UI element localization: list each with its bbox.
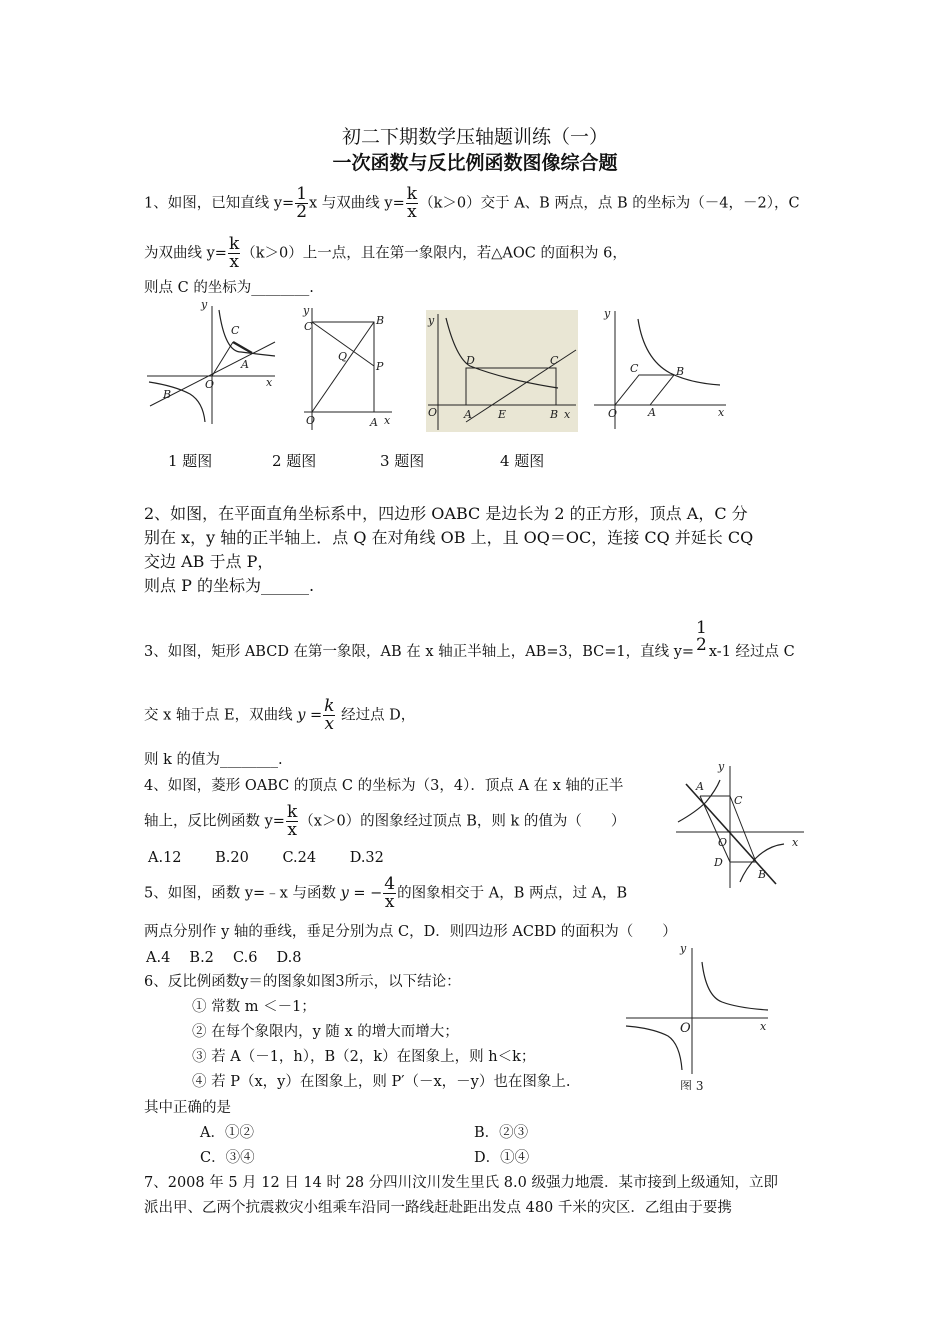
figure-3 (426, 310, 578, 432)
q3-line1: 3、如图，矩形 ABCD 在第一象限，AB 在 x 轴正半轴上，AB=3，BC=1，直线 y= 1 2 x-1 经过点 C (144, 618, 795, 660)
fig3-label-o: O (428, 406, 438, 419)
page-subtitle: 一次函数与反比例函数图像综合题 (332, 152, 618, 174)
q6-choice-b: B．②③ (474, 1125, 529, 1141)
q6-choice-d: D．①④ (474, 1150, 530, 1166)
q2-line3: 交边 AB 于点 P， (144, 552, 274, 571)
fig4-rhombus (615, 375, 674, 405)
fig4-label-c: C (630, 362, 639, 375)
fig4-label-a: A (648, 406, 656, 419)
fig1-label-c: C (231, 324, 240, 337)
fig3-label-y: y (428, 314, 435, 327)
fig3-label-e: E (498, 408, 507, 421)
fig1-label-x: x (266, 376, 273, 389)
q6-item-4: ④ 若 P（x，y）在图象上，则 P′（－x，－y）也在图象上. (192, 1074, 571, 1090)
fig3-label-x: x (564, 408, 571, 421)
q5-line1: 5、如图，函数 y=﹣x 与函数 y = − $\frac{4}{x}$ 的图象相交于 A，B 两点，过 A，B (144, 874, 628, 912)
q3-fraction-k-over-x: $\frac{k}{x}$ (324, 696, 335, 734)
figq6-caption: 图 3 (680, 1079, 704, 1090)
q5-y-equals: y = − (340, 885, 383, 902)
fig2-label-p: P (376, 360, 384, 373)
fig2-label-b: B (376, 314, 385, 327)
fig1-label-a: A (241, 358, 249, 371)
fig2-label-o: O (306, 414, 316, 427)
figq5-label-b: B (758, 868, 767, 881)
q1-line3: 则点 C 的坐标为________. (144, 280, 314, 296)
fig2-label-q: Q (338, 350, 348, 363)
q1-fraction-k-over-x: $\frac{k}{x}$ (406, 184, 418, 222)
q6-item-2: ② 在每个象限内，y 随 x 的增大而增大； (192, 1024, 459, 1040)
q2-line2: 别在 x，y 轴的正半轴上．点 Q 在对角线 OB 上，且 OQ＝OC，连接 CQ 并延长 CQ (144, 528, 754, 547)
q6-item-3: ③ 若 A（－1，h），B（2，k）在图象上，则 h＜k； (192, 1049, 536, 1065)
fig1-segment-oc (212, 342, 233, 376)
figq5-label-c: C (734, 794, 743, 807)
q3-fraction-half: 1 2 (696, 618, 707, 655)
q4-choices: A.12 B.20 C.24 D.32 (148, 850, 384, 866)
fig2-label-c: C (304, 320, 313, 333)
page-title: 初二下期数学压轴题训练（一） (341, 126, 608, 148)
figq5-label-a: A (696, 780, 704, 793)
q3-line3: 则 k 的值为________. (144, 752, 283, 768)
q7-line1: 7、2008 年 5 月 12 日 14 时 28 分四川汶川发生里氏 8.0 级强力地震．某市接到上级通知，立即 (144, 1175, 778, 1191)
q1-fraction-k-over-x-2: $\frac{k}{x}$ (228, 234, 240, 272)
fig1-label-b: B (163, 388, 172, 401)
fig4-label-b: B (676, 365, 685, 378)
fig2-diagonal-ob (312, 322, 374, 412)
fig2-label-x: x (384, 414, 391, 427)
q5-choices: A.4 B.2 C.6 D.8 (146, 950, 302, 966)
q3-y-equals: y = (297, 707, 323, 724)
figure-1 (145, 302, 280, 427)
fig4-label-o: O (608, 407, 618, 420)
q7-line2: 派出甲、乙两个抗震救灾小组乘车沿同一路线赶赴距出发点 480 千米的灾区．乙组由于要携 (144, 1200, 732, 1216)
fig2-caption: 2 题图 (272, 452, 317, 470)
fig4-caption: 4 题图 (500, 452, 545, 470)
figure-2 (296, 302, 396, 434)
fig2-label-a: A (370, 416, 378, 429)
figq6-hyperbola-q1 (702, 962, 768, 1010)
fig2-label-y: y (303, 304, 310, 317)
figq6-label-x: x (760, 1020, 767, 1033)
figq5-label-d: D (714, 856, 723, 869)
figq6-hyperbola-q3 (626, 1026, 682, 1070)
fig1-label-o: O (205, 378, 215, 391)
figq5-label-o: O (718, 836, 728, 849)
figq6-label-y: y (680, 942, 687, 955)
q6-choice-a: A．①② (200, 1125, 254, 1141)
fig1-label-y: y (201, 302, 208, 311)
q5-line2: 两点分别作 y 轴的垂线，垂足分别为点 C，D．则四边形 ACBD 的面积为（ ） (144, 924, 677, 940)
q1-fraction-half: $\frac{1}{2}$ (296, 184, 308, 222)
q6-choice-c: C．③④ (200, 1150, 255, 1166)
q4-line2: 轴上，反比例函数 y= $\frac{k}{x}$ （x＞0）的图象经过顶点 B，则 k 的值为（ ） (144, 802, 626, 840)
q1-line1: 1、如图，已知直线 y= $\frac{1}{2}$ x 与双曲线 y= $\frac{k}{x}$ （k＞0）交于 A、B 两点，点 B 的坐标为（－4，－2），C (144, 184, 800, 222)
fig3-label-a: A (464, 408, 472, 421)
q6-item-1: ① 常数 m ＜－1； (192, 999, 316, 1015)
q2-line4: 则点 P 的坐标为______. (144, 576, 315, 595)
q2-block (144, 502, 753, 598)
fig1-caption: 1 题图 (168, 452, 213, 470)
q4-fraction-k-over-x: $\frac{k}{x}$ (286, 802, 298, 840)
fig3-label-c: C (550, 354, 559, 367)
q5-fraction-4-over-x: $\frac{4}{x}$ (384, 874, 396, 912)
figq5-label-y: y (718, 760, 725, 773)
figure-q6 (622, 940, 772, 1090)
fig4-label-x: x (718, 406, 725, 419)
q1-line2: 为双曲线 y= $\frac{k}{x}$ （k＞0）上一点，且在第一象限内，若△AOC 的面积为 6， (144, 234, 627, 272)
fig4-label-y: y (604, 307, 611, 320)
q6-line1: 6、反比例函数y＝的图象如图3所示，以下结论： (144, 974, 461, 990)
q3-line2: 交 x 轴于点 E，双曲线 y = $\frac{k}{x}$ 经过点 D， (144, 696, 416, 734)
q6-question: 其中正确的是 (144, 1100, 231, 1116)
fig3-label-d: D (466, 354, 475, 367)
figure-4 (590, 305, 730, 430)
figure-q5 (672, 760, 812, 890)
fig3-label-b: B (550, 408, 559, 421)
q4-line1: 4、如图，菱形 OABC 的顶点 C 的坐标为（3，4）．顶点 A 在 x 轴的正半 (144, 778, 624, 794)
q2-line1: 2、如图，在平面直角坐标系中，四边形 OABC 是边长为 2 的正方形，顶点 A，C 分 (144, 504, 748, 523)
fig3-caption: 3 题图 (380, 452, 425, 470)
figq5-label-x: x (792, 836, 799, 849)
figq6-label-o: O (680, 1021, 691, 1036)
